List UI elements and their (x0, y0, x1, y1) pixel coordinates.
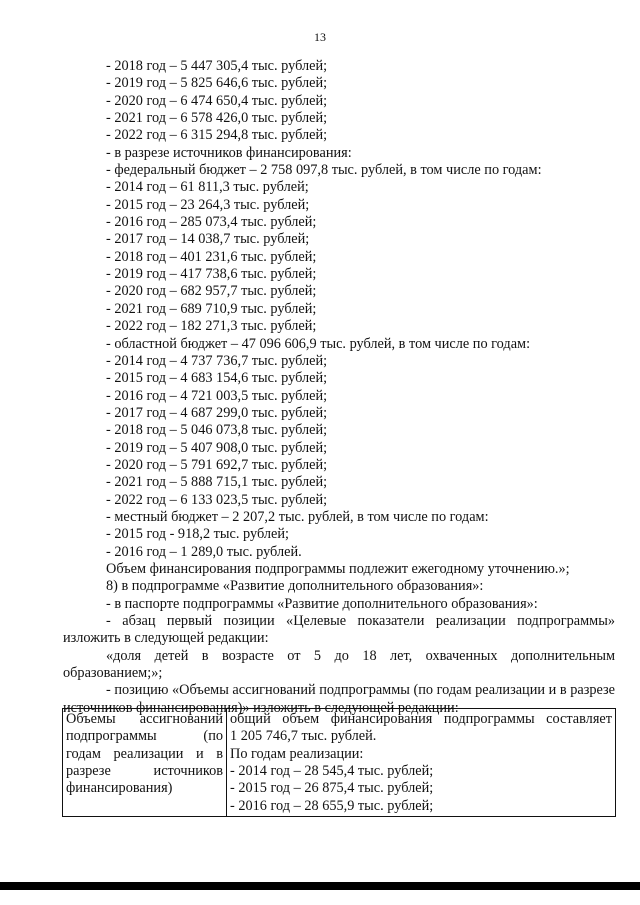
scan-edge-bar (0, 882, 640, 890)
text-line: - 2019 год – 417 738,6 тыс. рублей; (106, 266, 317, 283)
cell-line: Объемы ассигнований (66, 711, 223, 727)
table-cell-value (227, 709, 616, 817)
text-line: - 2022 год – 6 315 294,8 тыс. рублей; (106, 127, 328, 144)
cell-line: - 2014 год – 28 545,4 тыс. рублей; (230, 763, 434, 780)
text-line: - 2018 год – 5 046 073,8 тыс. рублей; (106, 422, 328, 439)
text-line: - в паспорте подпрограммы «Развитие дополнительного образования»: (106, 595, 538, 612)
text-line: - 2014 год – 4 737 736,7 тыс. рублей; (106, 352, 328, 369)
text-line: - 2021 год – 689 710,9 тыс. рублей; (106, 300, 317, 317)
cell-line: подпрограммы (по (66, 728, 223, 745)
text-line: - 2018 год – 401 231,6 тыс. рублей; (106, 248, 317, 265)
text-line: - 2020 год – 6 474 650,4 тыс. рублей; (106, 92, 328, 109)
cell-line: финансирования) (66, 780, 173, 797)
text-line: - 2020 год – 682 957,7 тыс. рублей; (106, 283, 317, 300)
text-line: - 2021 год – 5 888 715,1 тыс. рублей; (106, 474, 328, 491)
text-line: - 2020 год – 5 791 692,7 тыс. рублей; (106, 456, 328, 473)
cell-line: По годам реализации: (230, 745, 364, 762)
text-line: - в разрезе источников финансирования: (106, 144, 352, 161)
text-line: - 2019 год – 5 407 908,0 тыс. рублей; (106, 439, 328, 456)
cell-line: годам реализации и в (66, 745, 223, 762)
cell-line: 1 205 746,7 тыс. рублей. (230, 728, 377, 745)
page-number: 13 (314, 30, 326, 44)
cell-line: общий объем финансирования подпрограммы составляет (230, 711, 612, 727)
paragraph-abzac: - абзац первый позиции «Целевые показатели реализации подпрограммы» изложить в следующей редакции: (63, 613, 615, 647)
cell-line: - 2015 год – 26 875,4 тыс. рублей; (230, 780, 434, 797)
text-line: - 2022 год – 182 271,3 тыс. рублей; (106, 318, 317, 335)
text-line: - 2015 год - 918,2 тыс. рублей; (106, 526, 289, 543)
text-line: - 2017 год – 14 038,7 тыс. рублей; (106, 231, 310, 248)
text-line: - 2018 год – 5 447 305,4 тыс. рублей; (106, 58, 328, 74)
text-line: - федеральный бюджет – 2 758 097,8 тыс. рублей, в том числе по годам: (106, 162, 542, 179)
table-cell-label (63, 709, 227, 817)
paragraph-dolya: «доля детей в возрасте от 5 до 18 лет, охваченных дополнительным образованием;»; (63, 647, 615, 682)
text-line: - 2016 год – 4 721 003,5 тыс. рублей; (106, 387, 328, 404)
text-line: - 2017 год – 4 687 299,0 тыс. рублей; (106, 404, 328, 421)
text-line: Объем финансирования подпрограммы подлежит ежегодному уточнению.»; (106, 560, 570, 577)
paragraph-poziciyu: - позицию «Объемы ассигнований подпрограммы (по годам реализации и в разрезе источников финансирования)» изложить в следующей редакции: (63, 682, 615, 716)
text-line: - 2015 год – 4 683 154,6 тыс. рублей; (106, 370, 328, 387)
text-line: - местный бюджет – 2 207,2 тыс. рублей, в том числе по годам: (106, 508, 489, 525)
text-line: - 2016 год – 1 289,0 тыс. рублей. (106, 543, 302, 560)
table-row (63, 709, 616, 817)
text-line: 8) в подпрограмме «Развитие дополнительного образования»: (106, 578, 484, 595)
text-line: - областной бюджет – 47 096 606,9 тыс. рублей, в том числе по годам: (106, 335, 531, 352)
text-line: - 2014 год – 61 811,3 тыс. рублей; (106, 179, 309, 196)
text-line: - 2019 год – 5 825 646,6 тыс. рублей; (106, 75, 328, 92)
text-line: - 2021 год – 6 578 426,0 тыс. рублей; (106, 110, 328, 127)
text-line: - 2022 год – 6 133 023,5 тыс. рублей; (106, 491, 328, 508)
document-body (63, 58, 615, 717)
cell-line: - 2016 год – 28 655,9 тыс. рублей; (230, 797, 434, 814)
financing-table (62, 708, 616, 817)
text-line: - 2015 год – 23 264,3 тыс. рублей; (106, 196, 310, 213)
text-line: - 2016 год – 285 073,4 тыс. рублей; (106, 214, 317, 231)
cell-line: разрезе источников (66, 763, 223, 780)
